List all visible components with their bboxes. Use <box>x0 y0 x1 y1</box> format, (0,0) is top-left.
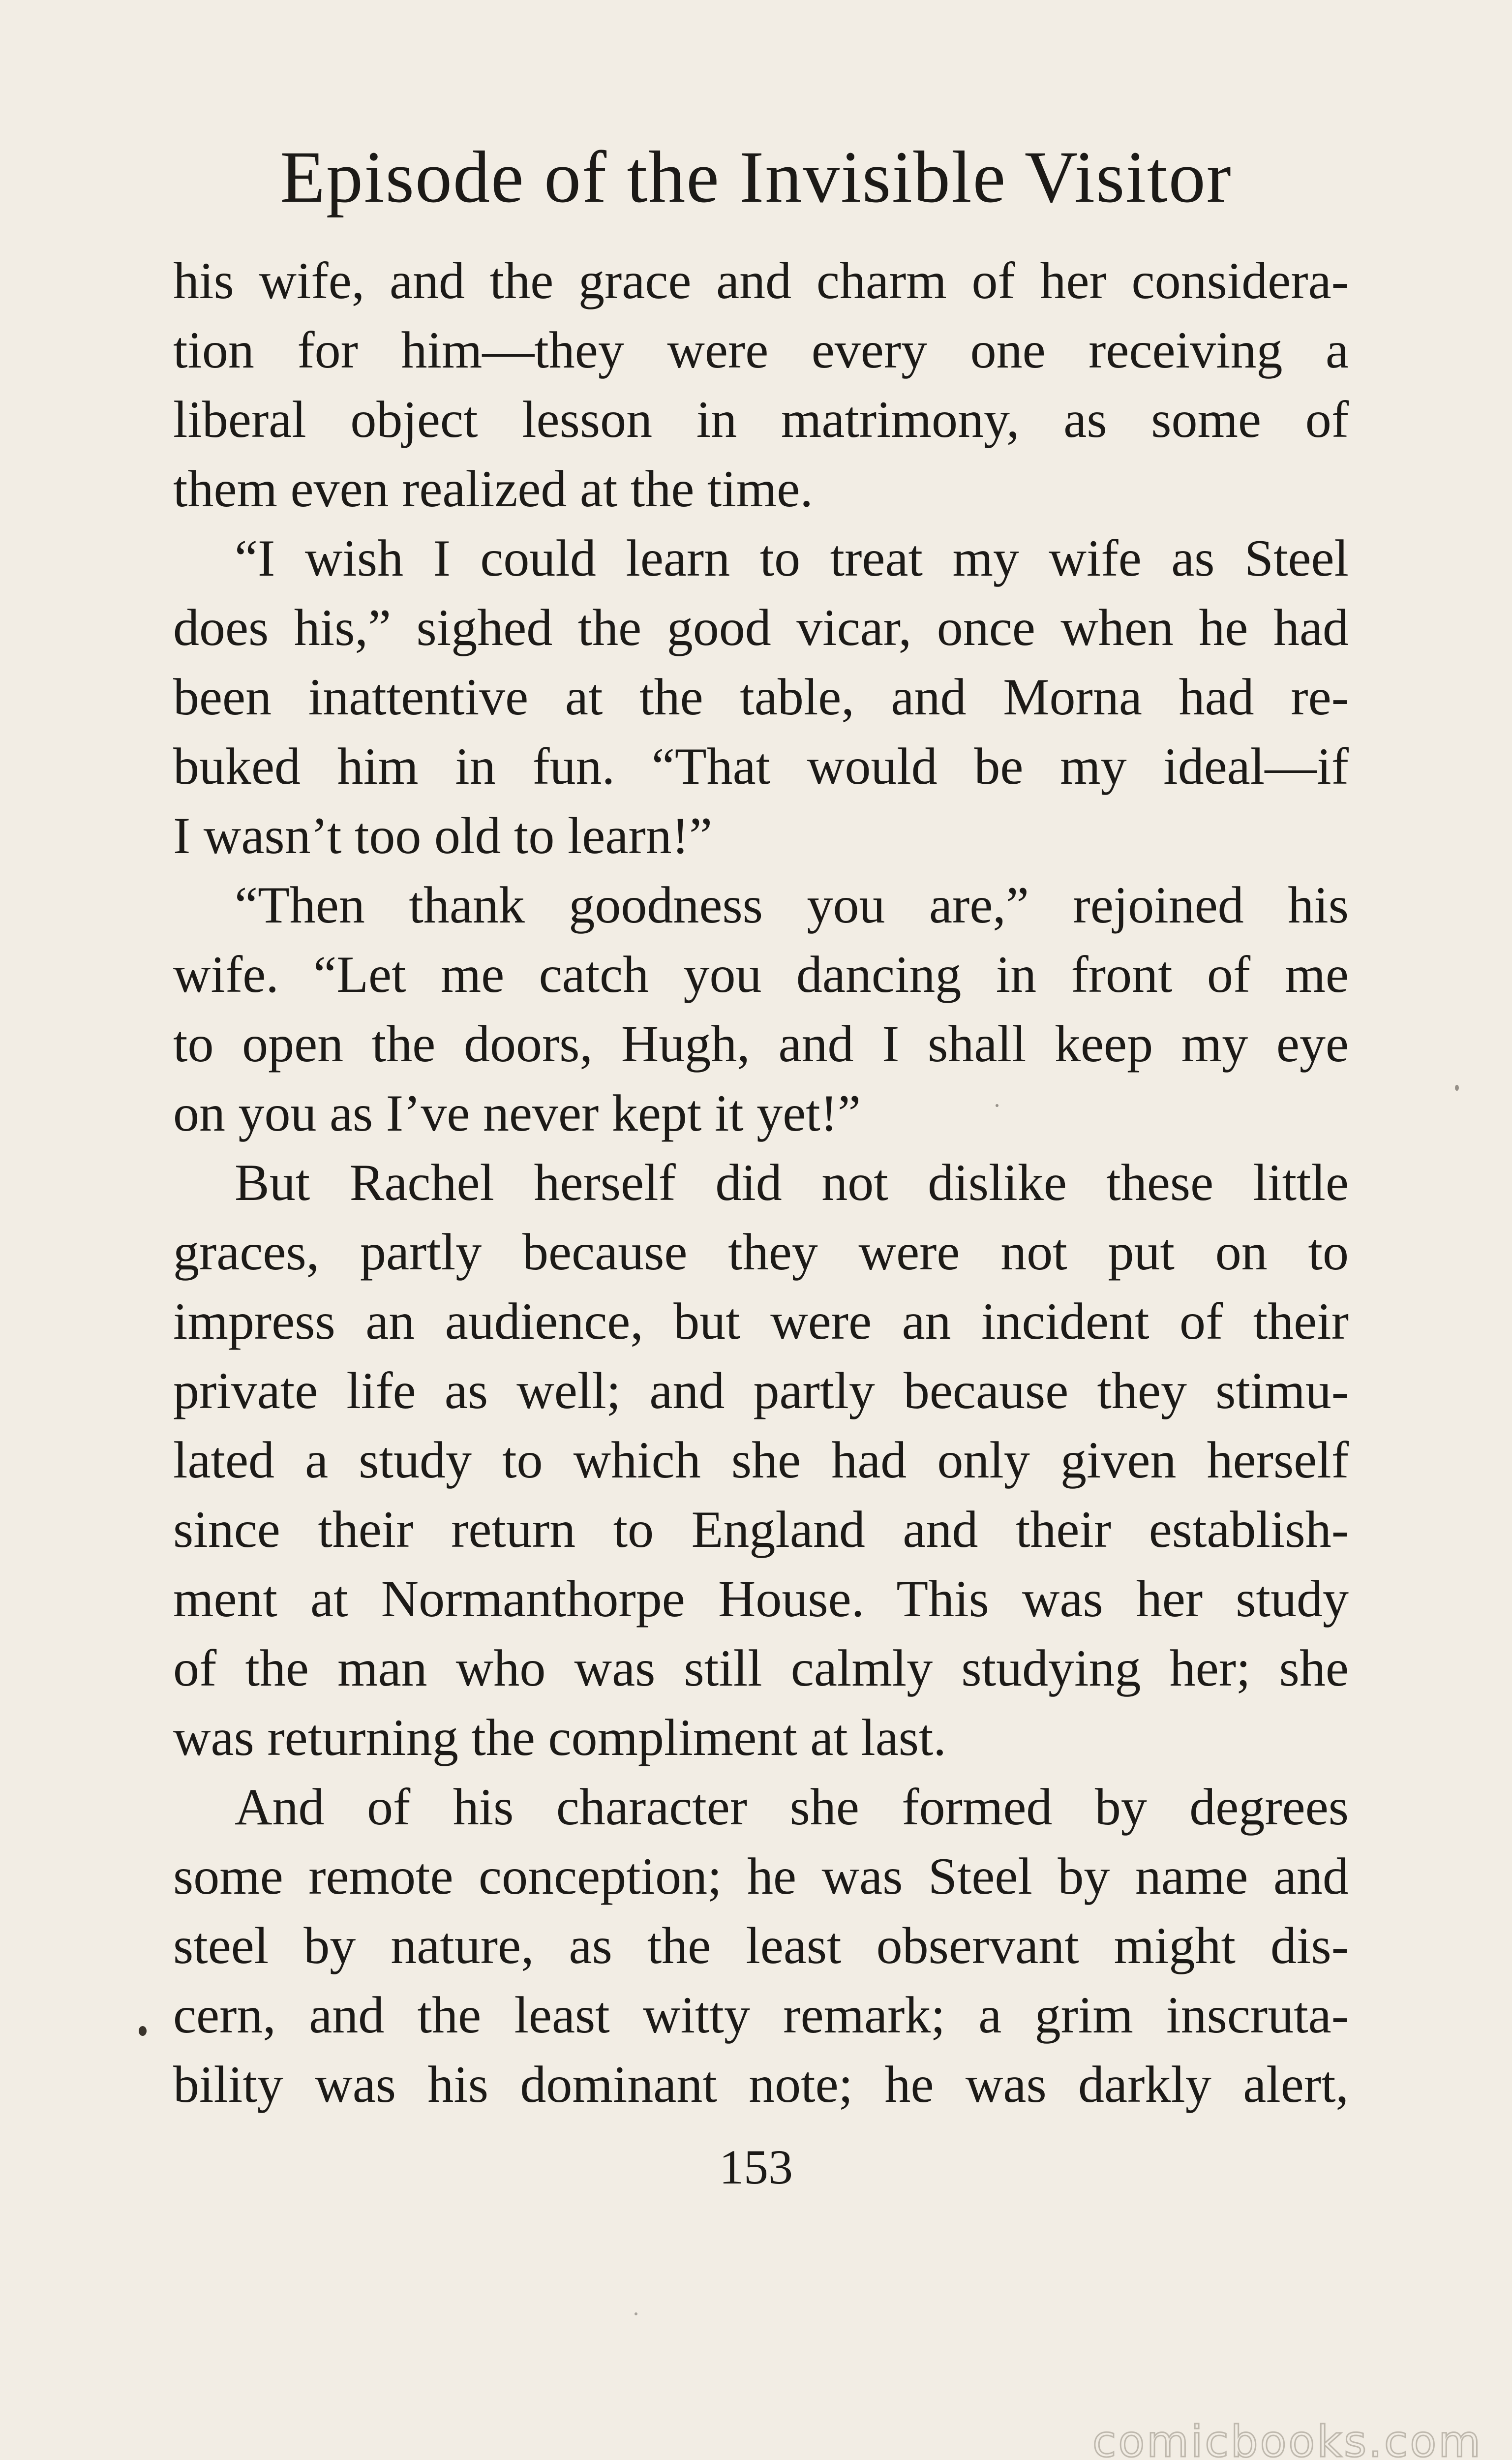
ink-speck <box>1455 1085 1459 1091</box>
text-line: some remote conception; he was Steel by name and <box>173 1847 1349 1905</box>
page-number: 153 <box>719 2140 793 2194</box>
ink-speck <box>139 2026 147 2036</box>
watermark: comicbooks.com <box>1092 2416 1482 2460</box>
text-line: bility was his dominant note; he was darkly alert, <box>173 2056 1349 2113</box>
text-line: them even realized at the time. <box>173 460 813 518</box>
text-line: was returning the compliment at last. <box>173 1709 946 1766</box>
text-line: graces, partly because they were not put on to <box>173 1223 1349 1281</box>
text-line: been inattentive at the table, and Morna had re- <box>173 668 1349 726</box>
text-line: lated a study to which she had only given herself <box>173 1431 1349 1489</box>
ink-speck <box>996 1104 998 1107</box>
text-line: And of his character she formed by degrees <box>235 1778 1349 1836</box>
text-line: “I wish I could learn to treat my wife as Steel <box>235 529 1349 587</box>
text-line: ment at Normanthorpe House. This was her study <box>173 1570 1349 1628</box>
running-head: Episode of the Invisible Visitor <box>280 136 1232 218</box>
ink-speck <box>635 2312 637 2315</box>
text-line: private life as well; and partly because they stimu- <box>173 1362 1349 1419</box>
text-line: cern, and the least witty remark; a grim inscruta- <box>173 1986 1349 2044</box>
text-line: tion for him—they were every one receiving a <box>173 321 1349 379</box>
text-line: I wasn’t too old to learn!” <box>173 807 713 864</box>
text-line: liberal object lesson in matrimony, as some of <box>173 391 1349 448</box>
text-line: impress an audience, but were an incident of their <box>173 1292 1349 1350</box>
body-text <box>173 246 1349 2119</box>
text-line: But Rachel herself did not dislike these little <box>235 1154 1349 1211</box>
text-line: to open the doors, Hugh, and I shall keep my eye <box>173 1015 1349 1073</box>
text-line: since their return to England and their establish- <box>173 1501 1349 1558</box>
text-line: buked him in fun. “That would be my ideal—if <box>173 738 1349 795</box>
text-line: on you as I’ve never kept it yet!” <box>173 1084 861 1142</box>
text-line: of the man who was still calmly studying her; she <box>173 1639 1349 1697</box>
text-line: his wife, and the grace and charm of her considera- <box>173 252 1349 309</box>
text-line: steel by nature, as the least observant might dis- <box>173 1917 1349 1974</box>
text-line: wife. “Let me catch you dancing in front of me <box>173 946 1349 1003</box>
text-line: does his,” sighed the good vicar, once when he had <box>173 599 1349 656</box>
text-line: “Then thank goodness you are,” rejoined his <box>235 876 1349 934</box>
